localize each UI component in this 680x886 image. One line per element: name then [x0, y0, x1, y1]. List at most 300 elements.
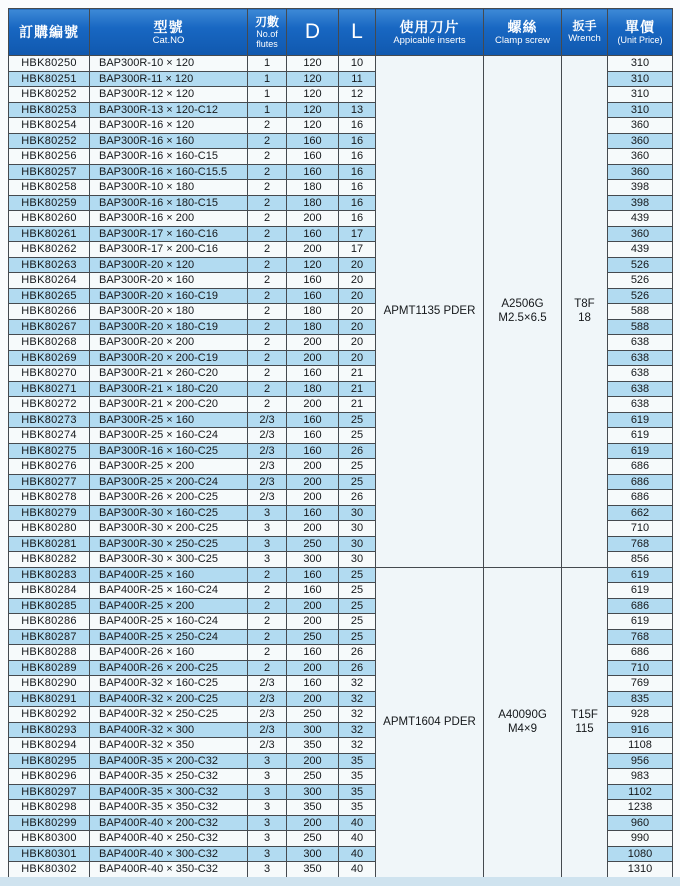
model-cell: BAP300R-20 × 160 — [90, 273, 248, 289]
flutes-cell: 2 — [248, 645, 287, 661]
order-number-cell: HBK80296 — [9, 769, 90, 785]
flutes-cell: 2/3 — [248, 490, 287, 506]
flutes-cell: 2 — [248, 397, 287, 413]
order-number-cell: HBK80253 — [9, 102, 90, 118]
flutes-cell: 2 — [248, 211, 287, 227]
model-cell: BAP300R-25 × 160-C24 — [90, 428, 248, 444]
l-cell: 40 — [339, 815, 376, 831]
order-number-cell: HBK80290 — [9, 676, 90, 692]
l-cell: 16 — [339, 164, 376, 180]
d-cell: 160 — [287, 288, 339, 304]
d-cell: 200 — [287, 474, 339, 490]
model-cell: BAP300R-30 × 300-C25 — [90, 552, 248, 568]
d-cell: 180 — [287, 381, 339, 397]
l-cell: 21 — [339, 366, 376, 382]
price-cell: 1238 — [608, 800, 673, 816]
price-cell: 588 — [608, 304, 673, 320]
order-number-cell: HBK80269 — [9, 350, 90, 366]
model-cell: BAP300R-16 × 200 — [90, 211, 248, 227]
price-cell: 398 — [608, 180, 673, 196]
l-cell: 25 — [339, 583, 376, 599]
order-number-cell: HBK80258 — [9, 180, 90, 196]
l-cell: 35 — [339, 800, 376, 816]
flutes-cell: 2/3 — [248, 707, 287, 723]
flutes-cell: 2 — [248, 304, 287, 320]
order-number-cell: HBK80288 — [9, 645, 90, 661]
d-cell: 200 — [287, 211, 339, 227]
flutes-cell: 2/3 — [248, 676, 287, 692]
flutes-cell: 3 — [248, 552, 287, 568]
l-cell: 35 — [339, 753, 376, 769]
d-cell: 350 — [287, 738, 339, 754]
l-cell: 40 — [339, 862, 376, 878]
l-cell: 16 — [339, 180, 376, 196]
flutes-cell: 2 — [248, 133, 287, 149]
l-cell: 11 — [339, 71, 376, 87]
d-cell: 160 — [287, 428, 339, 444]
d-cell: 250 — [287, 831, 339, 847]
order-number-cell: HBK80285 — [9, 598, 90, 614]
flutes-cell: 3 — [248, 769, 287, 785]
price-cell: 1310 — [608, 862, 673, 878]
order-number-cell: HBK80265 — [9, 288, 90, 304]
flutes-cell: 2/3 — [248, 738, 287, 754]
l-cell: 26 — [339, 443, 376, 459]
screw-cell-line: A2506G — [501, 298, 544, 311]
flutes-cell: 2 — [248, 257, 287, 273]
flutes-cell: 2 — [248, 598, 287, 614]
price-cell: 360 — [608, 133, 673, 149]
price-cell: 956 — [608, 753, 673, 769]
order-number-cell: HBK80268 — [9, 335, 90, 351]
order-number-cell: HBK80276 — [9, 459, 90, 475]
wrench-label-zh: 扳手 — [572, 19, 597, 33]
model-cell: BAP400R-35 × 200-C32 — [90, 753, 248, 769]
flutes-cell: 2 — [248, 366, 287, 382]
price-label-en: (Unit Price) — [617, 35, 663, 45]
flutes-cell: 2 — [248, 319, 287, 335]
l-cell: 20 — [339, 304, 376, 320]
l-cell: 30 — [339, 536, 376, 552]
price-cell: 398 — [608, 195, 673, 211]
flutes-cell: 2 — [248, 273, 287, 289]
model-cell: BAP300R-30 × 160-C25 — [90, 505, 248, 521]
flutes-cell: 3 — [248, 800, 287, 816]
price-cell: 686 — [608, 645, 673, 661]
order-number-cell: HBK80254 — [9, 118, 90, 134]
flutes-cell: 2 — [248, 381, 287, 397]
flutes-cell: 3 — [248, 784, 287, 800]
col-header-order-no — [9, 9, 90, 56]
model-cell: BAP300R-16 × 160-C25 — [90, 443, 248, 459]
order-number-cell: HBK80293 — [9, 722, 90, 738]
price-cell: 360 — [608, 226, 673, 242]
price-cell: 928 — [608, 707, 673, 723]
model-cell: BAP400R-40 × 300-C32 — [90, 846, 248, 862]
d-cell: 120 — [287, 257, 339, 273]
price-cell: 686 — [608, 474, 673, 490]
l-cell: 16 — [339, 195, 376, 211]
wrench-label-en: Wrench — [568, 33, 601, 44]
screw-cell — [484, 567, 562, 877]
l-cell: 25 — [339, 459, 376, 475]
order-number-cell: HBK80282 — [9, 552, 90, 568]
model-cell: BAP300R-17 × 160-C16 — [90, 226, 248, 242]
d-cell: 160 — [287, 443, 339, 459]
price-cell: 360 — [608, 149, 673, 165]
model-cell: BAP300R-30 × 250-C25 — [90, 536, 248, 552]
l-cell: 20 — [339, 288, 376, 304]
price-cell: 638 — [608, 366, 673, 382]
d-cell: 160 — [287, 645, 339, 661]
l-cell: 10 — [339, 56, 376, 72]
l-cell: 20 — [339, 257, 376, 273]
flutes-cell: 2 — [248, 567, 287, 583]
order-number-cell: HBK80292 — [9, 707, 90, 723]
flutes-cell: 1 — [248, 71, 287, 87]
model-cell: BAP400R-40 × 250-C32 — [90, 831, 248, 847]
d-cell: 160 — [287, 366, 339, 382]
l-cell: 17 — [339, 226, 376, 242]
inserts-cell — [376, 567, 484, 877]
l-cell: 25 — [339, 412, 376, 428]
model-cell: BAP300R-13 × 120-C12 — [90, 102, 248, 118]
d-cell: 160 — [287, 505, 339, 521]
order-number-cell: HBK80284 — [9, 583, 90, 599]
table-body — [9, 56, 673, 878]
wrench-cell-line: 18 — [578, 312, 591, 325]
flutes-cell: 2/3 — [248, 691, 287, 707]
l-cell: 12 — [339, 87, 376, 103]
col-header-screw — [484, 9, 562, 56]
d-cell: 250 — [287, 629, 339, 645]
model-cell: BAP300R-16 × 160-C15 — [90, 149, 248, 165]
l-cell: 25 — [339, 629, 376, 645]
order-number-cell: HBK80295 — [9, 753, 90, 769]
flutes-label-en2: flutes — [256, 38, 278, 49]
model-cell: BAP300R-26 × 200-C25 — [90, 490, 248, 506]
price-cell: 710 — [608, 660, 673, 676]
price-cell: 835 — [608, 691, 673, 707]
flutes-cell: 3 — [248, 521, 287, 537]
price-cell: 619 — [608, 428, 673, 444]
wrench-cell-line: T15F — [571, 709, 598, 721]
l-cell: 20 — [339, 335, 376, 351]
table-header — [9, 9, 673, 56]
l-cell: 32 — [339, 707, 376, 723]
model-cell: BAP300R-16 × 160-C15.5 — [90, 164, 248, 180]
price-cell: 526 — [608, 257, 673, 273]
col-header-l: L — [339, 9, 376, 56]
wrench-cell-line: T8F — [574, 298, 595, 311]
order-number-cell: HBK80298 — [9, 800, 90, 816]
header-row — [9, 9, 673, 56]
model-cell: BAP300R-17 × 200-C16 — [90, 242, 248, 258]
flutes-cell: 2 — [248, 335, 287, 351]
d-cell: 300 — [287, 846, 339, 862]
l-cell: 21 — [339, 381, 376, 397]
order-number-cell: HBK80257 — [9, 164, 90, 180]
price-cell: 710 — [608, 521, 673, 537]
order-number-cell: HBK80302 — [9, 862, 90, 878]
flutes-label-zh: 刃數 — [254, 14, 279, 29]
l-cell: 13 — [339, 102, 376, 118]
table-row — [9, 56, 673, 72]
order-number-cell: HBK80299 — [9, 815, 90, 831]
col-header-price — [608, 9, 673, 56]
d-cell: 200 — [287, 815, 339, 831]
d-cell: 160 — [287, 676, 339, 692]
model-cell: BAP400R-35 × 350-C32 — [90, 800, 248, 816]
d-cell: 160 — [287, 149, 339, 165]
flutes-cell: 1 — [248, 87, 287, 103]
order-number-cell: HBK80259 — [9, 195, 90, 211]
inserts-cell — [376, 56, 484, 568]
price-cell: 960 — [608, 815, 673, 831]
order-number-cell: HBK80252 — [9, 133, 90, 149]
col-header-model — [90, 9, 248, 56]
d-cell: 350 — [287, 862, 339, 878]
order-number-cell: HBK80297 — [9, 784, 90, 800]
order-number-cell: HBK80286 — [9, 614, 90, 630]
model-cell: BAP300R-25 × 200 — [90, 459, 248, 475]
flutes-cell: 3 — [248, 815, 287, 831]
price-cell: 526 — [608, 273, 673, 289]
flutes-cell: 2 — [248, 118, 287, 134]
order-number-cell: HBK80263 — [9, 257, 90, 273]
flutes-cell: 2 — [248, 180, 287, 196]
model-cell: BAP300R-11 × 120 — [90, 71, 248, 87]
d-cell: 200 — [287, 459, 339, 475]
table-row — [9, 567, 673, 583]
order-number-cell: HBK80279 — [9, 505, 90, 521]
model-cell: BAP300R-25 × 200-C24 — [90, 474, 248, 490]
flutes-cell: 3 — [248, 846, 287, 862]
d-cell: 200 — [287, 614, 339, 630]
d-cell: 200 — [287, 691, 339, 707]
model-cell: BAP400R-35 × 250-C32 — [90, 769, 248, 785]
order-number-cell: HBK80270 — [9, 366, 90, 382]
price-cell: 310 — [608, 87, 673, 103]
d-cell: 180 — [287, 180, 339, 196]
inserts-cell-line: APMT1135 PDER — [383, 305, 476, 318]
l-cell: 32 — [339, 676, 376, 692]
l-cell: 32 — [339, 738, 376, 754]
price-cell: 310 — [608, 102, 673, 118]
order-number-cell: HBK80287 — [9, 629, 90, 645]
d-cell: 120 — [287, 56, 339, 72]
l-cell: 25 — [339, 567, 376, 583]
order-number-cell: HBK80272 — [9, 397, 90, 413]
order-number-cell: HBK80273 — [9, 412, 90, 428]
l-cell: 16 — [339, 211, 376, 227]
price-cell: 619 — [608, 614, 673, 630]
price-cell: 638 — [608, 335, 673, 351]
model-cell: BAP400R-32 × 300 — [90, 722, 248, 738]
flutes-cell: 2 — [248, 614, 287, 630]
l-cell: 25 — [339, 614, 376, 630]
d-cell: 200 — [287, 397, 339, 413]
inserts-cell-line: APMT1604 PDER — [383, 716, 476, 728]
model-cell: BAP300R-25 × 160 — [90, 412, 248, 428]
order-number-cell: HBK80264 — [9, 273, 90, 289]
d-cell: 250 — [287, 769, 339, 785]
flutes-cell: 3 — [248, 862, 287, 878]
price-cell: 983 — [608, 769, 673, 785]
flutes-cell: 2/3 — [248, 474, 287, 490]
l-cell: 30 — [339, 552, 376, 568]
price-cell: 686 — [608, 459, 673, 475]
d-cell: 180 — [287, 319, 339, 335]
d-cell: 200 — [287, 753, 339, 769]
col-header-d: D — [287, 9, 339, 56]
d-cell: 160 — [287, 273, 339, 289]
price-cell: 768 — [608, 629, 673, 645]
order-number-cell: HBK80283 — [9, 567, 90, 583]
order-number-cell: HBK80280 — [9, 521, 90, 537]
product-price-table — [8, 8, 673, 878]
model-cell: BAP400R-40 × 350-C32 — [90, 862, 248, 878]
price-cell: 638 — [608, 381, 673, 397]
d-cell: 200 — [287, 242, 339, 258]
d-cell: 200 — [287, 350, 339, 366]
screw-cell-line: M4×9 — [507, 723, 538, 735]
flutes-cell: 2 — [248, 288, 287, 304]
model-cell: BAP400R-26 × 200-C25 — [90, 660, 248, 676]
flutes-cell: 2 — [248, 164, 287, 180]
price-cell: 768 — [608, 536, 673, 552]
price-cell: 588 — [608, 319, 673, 335]
model-cell: BAP300R-16 × 180-C15 — [90, 195, 248, 211]
order-no-label: 訂購編號 — [19, 24, 79, 40]
l-cell: 35 — [339, 769, 376, 785]
wrench-cell — [562, 567, 608, 877]
inserts-label-zh: 使用刀片 — [399, 18, 460, 35]
flutes-cell: 2 — [248, 629, 287, 645]
flutes-cell: 3 — [248, 753, 287, 769]
price-cell: 439 — [608, 211, 673, 227]
d-cell: 120 — [287, 87, 339, 103]
order-number-cell: HBK80301 — [9, 846, 90, 862]
d-cell: 120 — [287, 71, 339, 87]
d-cell: 160 — [287, 583, 339, 599]
order-number-cell: HBK80252 — [9, 87, 90, 103]
l-cell: 32 — [339, 691, 376, 707]
order-number-cell: HBK80300 — [9, 831, 90, 847]
model-cell: BAP400R-32 × 350 — [90, 738, 248, 754]
l-cell: 16 — [339, 118, 376, 134]
l-cell: 16 — [339, 133, 376, 149]
l-cell: 40 — [339, 831, 376, 847]
wrench-cell — [562, 56, 608, 568]
model-cell: BAP400R-25 × 160-C24 — [90, 583, 248, 599]
order-number-cell: HBK80262 — [9, 242, 90, 258]
price-cell: 686 — [608, 490, 673, 506]
order-number-cell: HBK80256 — [9, 149, 90, 165]
price-cell: 1080 — [608, 846, 673, 862]
d-cell: 350 — [287, 800, 339, 816]
price-cell: 360 — [608, 118, 673, 134]
screw-cell-line: A40090G — [498, 709, 547, 721]
price-cell: 638 — [608, 350, 673, 366]
price-cell: 1108 — [608, 738, 673, 754]
flutes-cell: 2 — [248, 149, 287, 165]
order-number-cell: HBK80260 — [9, 211, 90, 227]
l-cell: 20 — [339, 319, 376, 335]
l-cell: 35 — [339, 784, 376, 800]
price-cell: 439 — [608, 242, 673, 258]
model-cell: BAP300R-21 × 200-C20 — [90, 397, 248, 413]
l-cell: 20 — [339, 273, 376, 289]
l-cell: 25 — [339, 474, 376, 490]
wrench-cell-line: 115 — [575, 723, 594, 735]
screw-label-zh: 螺絲 — [507, 18, 538, 35]
model-cell: BAP400R-26 × 160 — [90, 645, 248, 661]
screw-cell — [484, 56, 562, 568]
price-cell: 769 — [608, 676, 673, 692]
d-cell: 200 — [287, 660, 339, 676]
l-cell: 20 — [339, 350, 376, 366]
model-cell: BAP300R-20 × 180 — [90, 304, 248, 320]
flutes-cell: 3 — [248, 505, 287, 521]
model-cell: BAP400R-32 × 200-C25 — [90, 691, 248, 707]
flutes-cell: 2 — [248, 195, 287, 211]
model-cell: BAP300R-10 × 120 — [90, 56, 248, 72]
d-cell: 300 — [287, 552, 339, 568]
screw-cell-line: M2.5×6.5 — [498, 312, 547, 325]
d-cell: 300 — [287, 784, 339, 800]
col-header-wrench — [562, 9, 608, 56]
d-cell: 200 — [287, 335, 339, 351]
order-number-cell: HBK80278 — [9, 490, 90, 506]
order-number-cell: HBK80294 — [9, 738, 90, 754]
flutes-cell: 3 — [248, 831, 287, 847]
flutes-label-en1: No.of — [256, 28, 278, 39]
l-cell: 30 — [339, 521, 376, 537]
order-number-cell: HBK80277 — [9, 474, 90, 490]
order-number-cell: HBK80251 — [9, 71, 90, 87]
d-cell: 120 — [287, 102, 339, 118]
model-cell: BAP400R-25 × 160-C24 — [90, 614, 248, 630]
d-cell: 160 — [287, 164, 339, 180]
d-cell: 200 — [287, 521, 339, 537]
d-cell: 180 — [287, 304, 339, 320]
price-cell: 310 — [608, 56, 673, 72]
model-cell: BAP300R-16 × 160 — [90, 133, 248, 149]
model-cell: BAP300R-21 × 180-C20 — [90, 381, 248, 397]
order-number-cell: HBK80267 — [9, 319, 90, 335]
model-cell: BAP300R-10 × 180 — [90, 180, 248, 196]
d-cell: 160 — [287, 226, 339, 242]
price-cell: 360 — [608, 164, 673, 180]
order-number-cell: HBK80275 — [9, 443, 90, 459]
page-bottom-band — [0, 877, 680, 886]
order-number-cell: HBK80271 — [9, 381, 90, 397]
d-cell: 200 — [287, 598, 339, 614]
l-cell: 25 — [339, 598, 376, 614]
l-cell: 16 — [339, 149, 376, 165]
model-cell: BAP400R-32 × 250-C25 — [90, 707, 248, 723]
price-cell: 619 — [608, 443, 673, 459]
model-cell: BAP300R-21 × 260-C20 — [90, 366, 248, 382]
col-header-inserts — [376, 9, 484, 56]
price-cell: 619 — [608, 412, 673, 428]
l-cell: 26 — [339, 490, 376, 506]
price-cell: 990 — [608, 831, 673, 847]
l-cell: 21 — [339, 397, 376, 413]
flutes-cell: 2/3 — [248, 722, 287, 738]
l-cell: 26 — [339, 660, 376, 676]
